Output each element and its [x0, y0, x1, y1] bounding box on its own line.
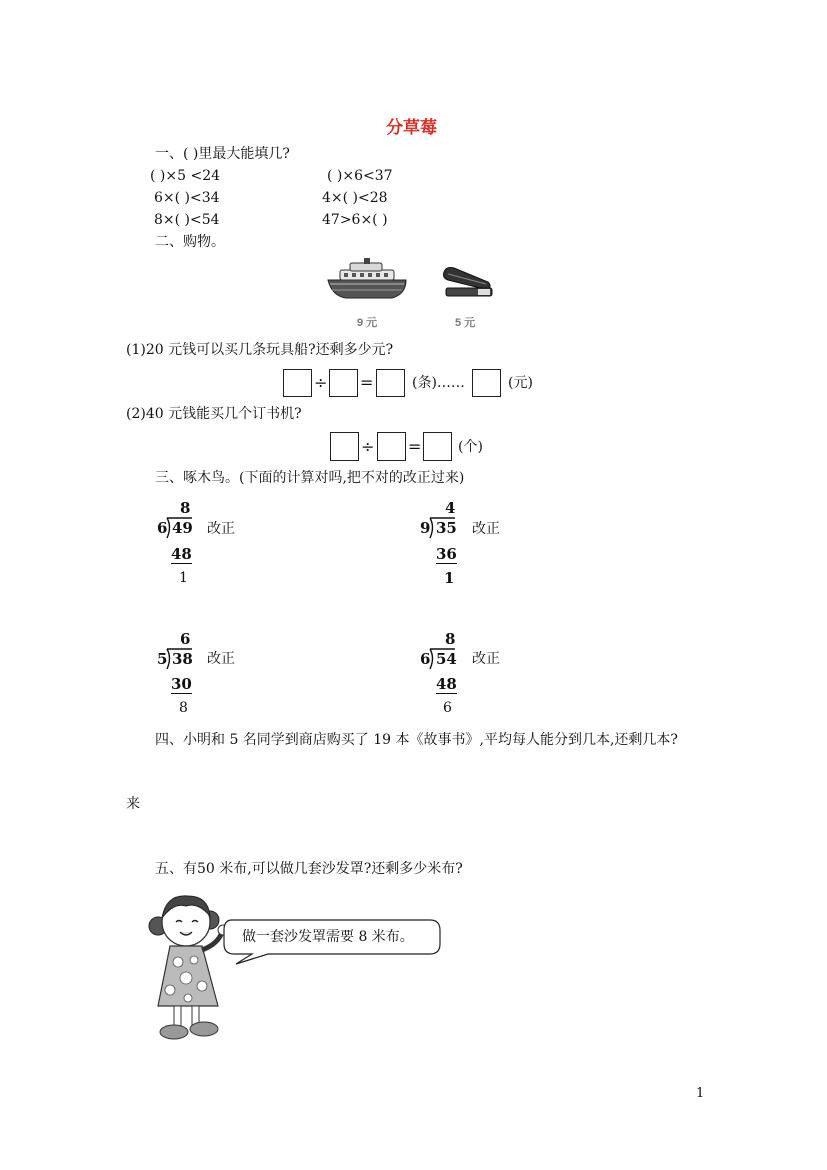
dividend: 49: [172, 519, 193, 537]
girl-illustration-icon: [148, 888, 238, 1046]
page-number: 1: [696, 1086, 705, 1101]
divisor: 6: [157, 519, 168, 537]
correction-label: 改正: [207, 651, 235, 667]
answer-box[interactable]: [472, 369, 501, 397]
answer-box[interactable]: [423, 432, 452, 461]
answer-box[interactable]: [283, 369, 312, 397]
quotient: 4: [445, 499, 456, 517]
answer-box[interactable]: [329, 369, 358, 397]
stapler-price: 5 元: [455, 317, 476, 329]
product: 48: [436, 675, 457, 693]
quotient: 6: [180, 630, 191, 648]
q4-question: 四、小明和 5 名同学到商店购买了 19 本《故事书》,平均每人能分到几本,还剩几本?: [155, 732, 678, 748]
q1-item: 8×( )<54: [154, 212, 220, 228]
q1-item: 47>6×( ): [322, 212, 388, 228]
divisor: 6: [420, 650, 431, 668]
equals-sign: =: [360, 373, 374, 392]
divisor: 5: [157, 650, 168, 668]
unit-label: (个): [458, 439, 483, 455]
quotient: 8: [445, 630, 456, 648]
product: 48: [171, 545, 192, 563]
dividend: 54: [436, 650, 457, 668]
unit-label: (条)……: [412, 375, 465, 391]
toy-boat-icon: [326, 258, 408, 300]
speech-text: 做一套沙发罩需要 8 米布。: [242, 929, 414, 945]
dividend: 38: [172, 650, 193, 668]
q3-heading: 三、啄木鸟。(下面的计算对吗,把不对的改正过来): [155, 470, 465, 486]
product: 30: [171, 675, 192, 693]
remainder: 1: [179, 570, 188, 586]
answer-box[interactable]: [377, 432, 406, 461]
divide-sign: ÷: [314, 373, 328, 392]
correction-label: 改正: [472, 651, 500, 667]
remainder: 6: [443, 700, 452, 716]
answer-box[interactable]: [330, 432, 359, 461]
unit-label: (元): [508, 375, 533, 391]
q1-heading: 一、( )里最大能填几?: [155, 146, 290, 162]
correction-label: 改正: [207, 521, 235, 537]
q1-item: ( )×5 <24: [150, 168, 221, 184]
divide-sign: ÷: [361, 437, 375, 456]
correction-label: 改正: [472, 521, 500, 537]
product: 36: [436, 545, 457, 563]
remainder: 8: [179, 700, 188, 716]
boat-price: 9 元: [357, 317, 378, 329]
stapler-icon: [440, 264, 494, 300]
q1-item: 4×( )<28: [322, 190, 388, 206]
quotient: 8: [180, 499, 191, 517]
q2-heading: 二、购物。: [155, 234, 225, 250]
answer-box[interactable]: [376, 369, 405, 397]
dividend: 35: [436, 519, 457, 537]
q1-item: 6×( )<34: [154, 190, 220, 206]
q5-question: 五、有50 米布,可以做几套沙发罩?还剩多少米布?: [155, 861, 463, 877]
q1-item: ( )×6<37: [327, 168, 393, 184]
q4-continuation: 来: [126, 796, 140, 812]
divisor: 9: [420, 519, 431, 537]
page-title: 分草莓: [386, 118, 437, 138]
equals-sign: =: [408, 437, 422, 456]
q2-sub1-question: (1)20 元钱可以买几条玩具船?还剩多少元?: [126, 342, 394, 358]
q2-sub2-question: (2)40 元钱能买几个订书机?: [126, 406, 302, 422]
remainder: 1: [444, 569, 455, 587]
